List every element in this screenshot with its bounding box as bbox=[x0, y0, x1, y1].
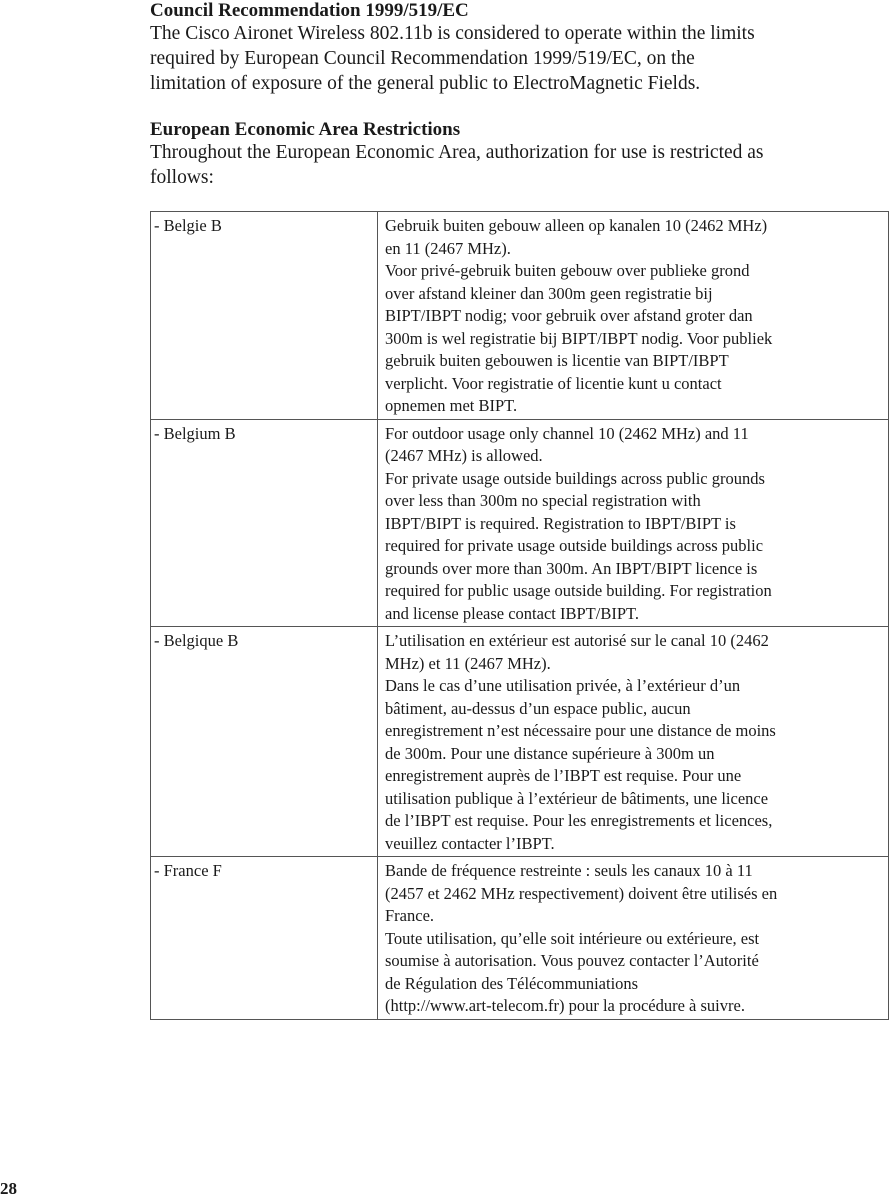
rule-line: Voor privé-gebruik buiten gebouw over publieke grond bbox=[385, 261, 750, 280]
rule-line: bâtiment, au-dessus d’un espace public, aucun bbox=[385, 698, 691, 718]
body-line: follows: bbox=[150, 167, 214, 188]
rule-line: Dans le cas d’une utilisation privée, à l’extérieur d’un bbox=[385, 676, 741, 695]
rule-line: required for public usage outside building. For registration bbox=[385, 581, 772, 600]
rule-line: Gebruik buiten gebouw alleen op kanalen 10 (2462 MHz) bbox=[385, 216, 768, 235]
page-number: 28 bbox=[0, 1179, 17, 1198]
restriction-rule bbox=[378, 419, 889, 627]
rule-line: L’utilisation en extérieur est autorisé sur le canal 10 (2462 bbox=[385, 631, 769, 650]
restriction-rule bbox=[378, 627, 889, 857]
rule-line: en 11 (2467 MHz). bbox=[385, 238, 511, 258]
rule-line: IBPT/BIPT is required. Registration to IBPT/BIPT is bbox=[385, 513, 736, 533]
rule-line: enregistrement n’est nécessaire pour une distance de moins bbox=[385, 721, 776, 740]
rule-line: (2457 et 2462 MHz respectivement) doivent être utilisés en bbox=[385, 883, 778, 903]
eea-restrictions-section bbox=[150, 119, 889, 190]
rule-line: grounds over more than 300m. An IBPT/BIPT licence is bbox=[385, 558, 758, 578]
rule-line: BIPT/IBPT nodig; voor gebruik over afstand groter dan bbox=[385, 306, 753, 325]
restriction-row bbox=[151, 627, 889, 857]
restriction-country: - France F bbox=[151, 857, 378, 1020]
rule-line: and license please contact IBPT/BIPT. bbox=[385, 603, 639, 623]
rule-line: enregistrement auprès de l’IBPT est requise. Pour une bbox=[385, 766, 742, 785]
rule-line: Bande de fréquence restreinte : seuls les canaux 10 à 11 bbox=[385, 861, 753, 880]
restriction-country: - Belgie B bbox=[151, 212, 378, 420]
council-recommendation-body bbox=[150, 21, 889, 96]
page-content bbox=[150, 0, 889, 1020]
restriction-row bbox=[151, 212, 889, 420]
restriction-row bbox=[151, 419, 889, 627]
rule-line: MHz) et 11 (2467 MHz). bbox=[385, 653, 551, 673]
council-recommendation-section bbox=[150, 0, 889, 96]
eea-restrictions-heading: European Economic Area Restrictions bbox=[150, 119, 461, 140]
rule-line: soumise à autorisation. Vous pouvez contacter l’Autorité bbox=[385, 951, 759, 970]
body-line: required by European Council Recommendation 1999/519/EC, on the bbox=[150, 48, 695, 69]
rule-line: verplicht. Voor registratie of licentie kunt u contact bbox=[385, 373, 722, 393]
restrictions-table-body bbox=[151, 212, 889, 1020]
restriction-rule bbox=[378, 212, 889, 420]
rule-line: de 300m. Pour une distance supérieure à 300m un bbox=[385, 743, 715, 763]
restrictions-table bbox=[150, 211, 889, 1020]
rule-line: Toute utilisation, qu’elle soit intérieure ou extérieure, est bbox=[385, 928, 760, 948]
body-line: Throughout the European Economic Area, authorization for use is restricted as bbox=[150, 142, 764, 163]
rule-line: gebruik buiten gebouwen is licentie van BIPT/IBPT bbox=[385, 351, 729, 370]
restriction-country: - Belgique B bbox=[151, 627, 378, 857]
restriction-rule bbox=[378, 857, 889, 1020]
rule-line: over less than 300m no special registration with bbox=[385, 491, 701, 510]
rule-line: de Régulation des Télécommuniations bbox=[385, 973, 639, 993]
rule-line: over afstand kleiner dan 300m geen registratie bij bbox=[385, 283, 713, 303]
rule-line: 300m is wel registratie bij BIPT/IBPT nodig. Voor publiek bbox=[385, 328, 773, 348]
rule-line: opnemen met BIPT. bbox=[385, 396, 518, 415]
rule-line: de l’IBPT est requise. Pour les enregistrements et licences, bbox=[385, 811, 773, 830]
eea-restrictions-body bbox=[150, 140, 888, 190]
body-line: The Cisco Aironet Wireless 802.11b is considered to operate within the limits bbox=[150, 23, 755, 44]
rule-line: France. bbox=[385, 906, 435, 925]
restriction-row bbox=[151, 857, 889, 1020]
rule-line: For private usage outside buildings across public grounds bbox=[385, 468, 765, 488]
rule-line: For outdoor usage only channel 10 (2462 MHz) and 11 bbox=[385, 423, 749, 443]
rule-line: required for private usage outside buildings across public bbox=[385, 536, 764, 555]
restriction-country: - Belgium B bbox=[151, 419, 378, 627]
council-recommendation-heading: Council Recommendation 1999/519/EC bbox=[150, 0, 469, 21]
rule-line: (2467 MHz) is allowed. bbox=[385, 446, 543, 465]
body-line: limitation of exposure of the general public to ElectroMagnetic Fields. bbox=[150, 73, 701, 94]
rule-line: veuillez contacter l’IBPT. bbox=[385, 833, 555, 853]
rule-line: (http://www.art-telecom.fr) pour la procédure à suivre. bbox=[385, 996, 745, 1015]
rule-line: utilisation publique à l’extérieur de bâtiments, une licence bbox=[385, 788, 769, 808]
